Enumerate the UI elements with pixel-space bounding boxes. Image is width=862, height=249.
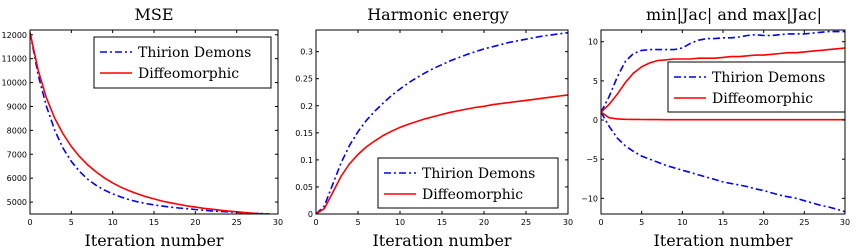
chart-title: MSE bbox=[134, 5, 174, 24]
y-tick-label: 0.25 bbox=[295, 74, 313, 84]
x-tick-label: 5 bbox=[355, 218, 361, 227]
chart-title: Harmonic energy bbox=[367, 5, 509, 24]
y-tick-label: 10 bbox=[587, 37, 598, 47]
x-tick-label: 25 bbox=[799, 218, 810, 227]
x-tick-label: 15 bbox=[717, 218, 729, 227]
y-tick-label: 9000 bbox=[6, 102, 27, 112]
y-tick-label: 8000 bbox=[6, 126, 27, 136]
chart-panel-3 bbox=[581, 5, 850, 249]
x-axis-label: Iteration number bbox=[372, 231, 512, 249]
y-tick-label: −5 bbox=[586, 155, 598, 165]
y-tick-label: 0 bbox=[307, 210, 313, 219]
x-tick-label: 15 bbox=[436, 218, 448, 227]
y-tick-label: 5000 bbox=[6, 198, 27, 208]
y-tick-label: 12000 bbox=[1, 30, 27, 40]
legend-entry-1: Thirion Demons bbox=[138, 45, 252, 61]
legend bbox=[378, 158, 558, 208]
x-tick-label: 20 bbox=[758, 218, 769, 227]
legend bbox=[94, 37, 271, 88]
series-line-4 bbox=[601, 112, 845, 120]
legend-entry-1: Thirion Demons bbox=[422, 166, 536, 182]
legend-entry-2: Diffeomorphic bbox=[138, 66, 240, 82]
x-tick-label: 20 bbox=[478, 218, 490, 227]
x-axis-label: Iteration number bbox=[84, 231, 224, 249]
legend-entry-2: Diffeomorphic bbox=[712, 91, 814, 107]
y-tick-label: 10000 bbox=[1, 78, 27, 88]
x-tick-label: 0 bbox=[27, 218, 33, 227]
y-tick-label: 11000 bbox=[1, 54, 27, 64]
series-line-2 bbox=[601, 112, 845, 212]
x-tick-label: 25 bbox=[231, 218, 242, 227]
x-tick-label: 10 bbox=[394, 218, 406, 227]
y-tick-label: 0.15 bbox=[295, 128, 313, 138]
x-tick-label: 30 bbox=[562, 218, 574, 227]
legend bbox=[668, 62, 845, 112]
y-tick-label: 0.05 bbox=[295, 182, 313, 192]
y-tick-label: 7000 bbox=[6, 150, 27, 160]
x-axis-label: Iteration number bbox=[653, 231, 793, 249]
x-tick-label: 10 bbox=[107, 218, 118, 227]
chart-panel-1 bbox=[2, 5, 284, 249]
x-tick-label: 30 bbox=[272, 218, 284, 227]
x-tick-label: 30 bbox=[839, 218, 851, 227]
chart-title: min|Jac| and max|Jac| bbox=[646, 5, 822, 24]
y-tick-label: 6000 bbox=[6, 174, 27, 184]
y-tick-label: 0 bbox=[592, 116, 598, 126]
y-tick-label: 5 bbox=[592, 76, 598, 86]
y-tick-label: 0.2 bbox=[300, 101, 313, 111]
x-tick-label: 5 bbox=[639, 218, 645, 227]
y-tick-label: 0.1 bbox=[300, 155, 313, 165]
y-tick-label: 0.3 bbox=[300, 47, 313, 57]
x-tick-label: 0 bbox=[598, 218, 604, 227]
x-tick-label: 5 bbox=[68, 218, 74, 227]
x-tick-label: 10 bbox=[677, 218, 688, 227]
x-tick-label: 0 bbox=[313, 218, 319, 227]
legend-entry-2: Diffeomorphic bbox=[422, 187, 524, 203]
y-tick-label: −10 bbox=[581, 194, 598, 204]
x-tick-label: 20 bbox=[190, 218, 201, 227]
x-tick-label: 15 bbox=[148, 218, 160, 227]
legend-entry-1: Thirion Demons bbox=[712, 70, 826, 86]
chart-panel-2 bbox=[295, 5, 573, 249]
plot-area bbox=[601, 32, 845, 212]
x-tick-label: 25 bbox=[520, 218, 532, 227]
